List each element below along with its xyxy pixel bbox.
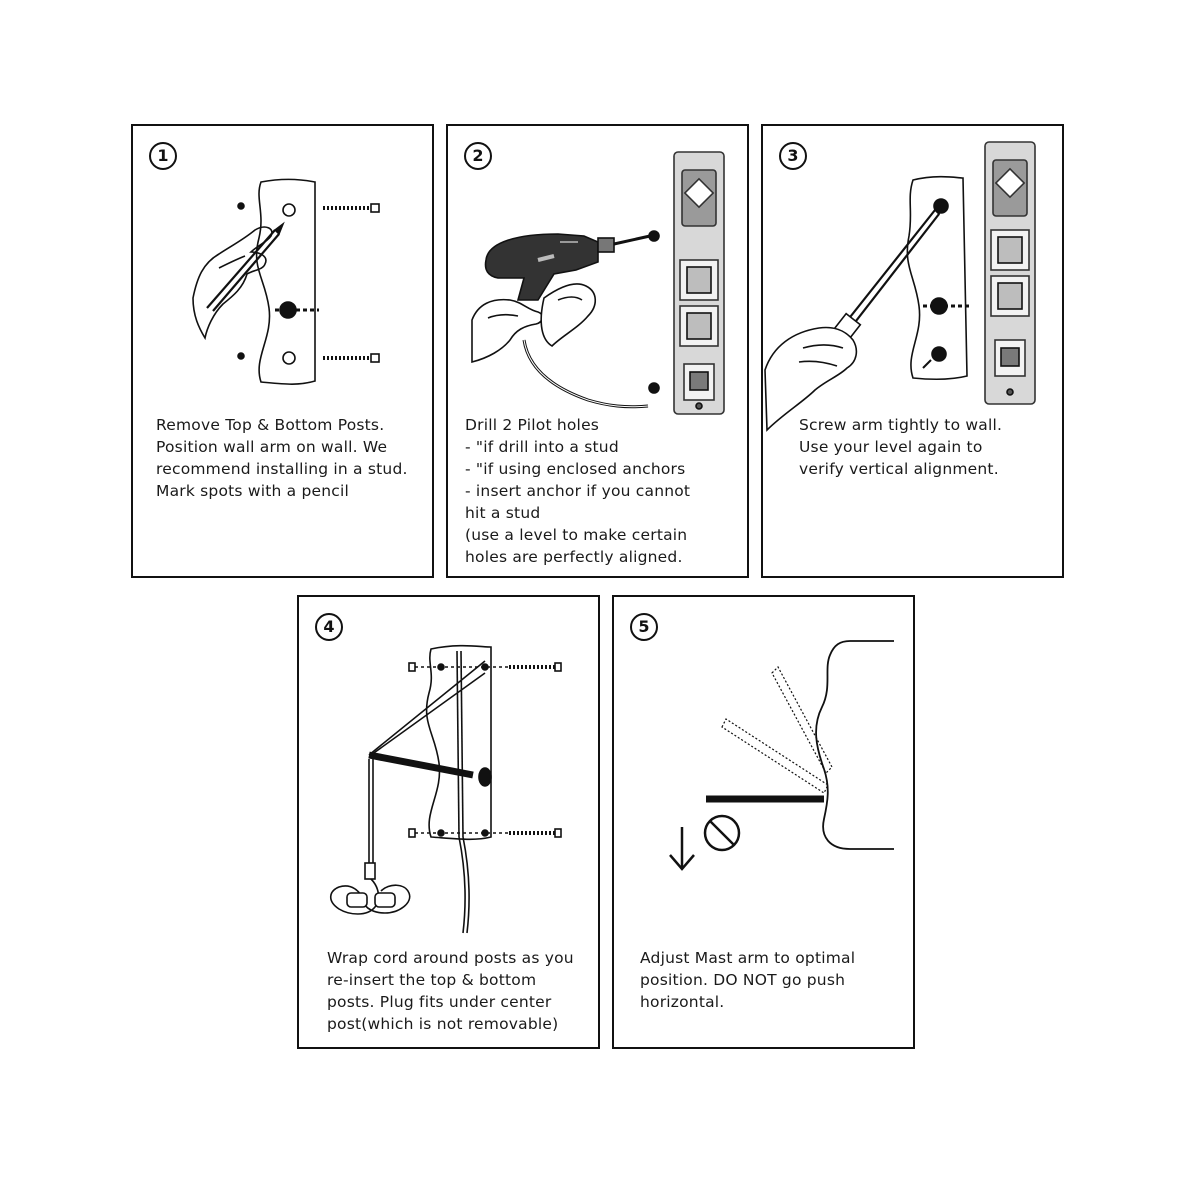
step-4-illustration	[319, 637, 579, 947]
down-arrow-icon	[670, 827, 694, 869]
step-1-instructions	[156, 414, 408, 502]
instruction-line: re-insert the top & bottom	[327, 971, 537, 989]
instruction-line: Adjust Mast arm to optimal	[640, 949, 856, 967]
instruction-line: posts. Plug fits under center	[327, 993, 552, 1011]
pilot-hole-icon	[649, 383, 659, 393]
instruction-line: Wrap cord around posts as you	[327, 949, 574, 967]
instruction-line: post(which is not removable)	[327, 1015, 559, 1033]
step-3-number: 3	[779, 142, 807, 170]
step-4-instructions	[327, 947, 574, 1035]
step-2-panel	[446, 124, 749, 578]
instruction-line: Mark spots with a pencil	[156, 482, 349, 500]
instruction-line: - "if using enclosed anchors	[465, 460, 686, 478]
step-2-illustration	[458, 150, 746, 420]
center-post-icon	[479, 768, 491, 786]
plug-icon	[331, 863, 410, 914]
instruction-line: Remove Top & Bottom Posts.	[156, 416, 385, 434]
instruction-line: verify vertical alignment.	[799, 460, 999, 478]
post-screw-icon	[509, 829, 561, 837]
level-tool-icon	[674, 152, 724, 414]
step-5-instructions	[640, 947, 855, 1013]
instruction-line: Use your level again to	[799, 438, 983, 456]
instruction-line: Screw arm tightly to wall.	[799, 416, 1003, 434]
post-screw-icon	[509, 663, 561, 671]
hand-icon	[541, 284, 595, 346]
step-1-number: 1	[149, 142, 177, 170]
prohibited-icon	[705, 816, 739, 850]
instruction-line: holes are perfectly aligned.	[465, 548, 683, 566]
instruction-line: Position wall arm on wall. We	[156, 438, 388, 456]
step-2-instructions	[465, 414, 690, 568]
wall-arm-bracket-icon	[816, 641, 894, 849]
step-3-illustration	[763, 140, 1063, 440]
step-3-panel	[761, 124, 1064, 578]
step-5-panel	[612, 595, 915, 1049]
step-1-panel	[131, 124, 434, 578]
pilot-hole-icon	[649, 231, 659, 241]
step-5-number: 5	[630, 613, 658, 641]
instruction-line: Drill 2 Pilot holes	[465, 416, 600, 434]
instruction-line: hit a stud	[465, 504, 541, 522]
instruction-line: - "if drill into a stud	[465, 438, 619, 456]
instruction-line: (use a level to make certain	[465, 526, 688, 544]
step-4-panel	[297, 595, 600, 1049]
instruction-line: recommend installing in a stud.	[156, 460, 408, 478]
level-tool-icon	[985, 142, 1035, 404]
instruction-line: horizontal.	[640, 993, 725, 1011]
post-screw-icon	[323, 204, 379, 212]
post-screw-icon	[323, 354, 379, 362]
step-1-illustration	[183, 168, 393, 398]
step-4-number: 4	[315, 613, 343, 641]
step-3-instructions	[799, 414, 1002, 480]
hand-icon	[472, 300, 542, 362]
step-5-illustration	[654, 627, 894, 887]
hand-icon	[193, 227, 272, 338]
step-2-number: 2	[464, 142, 492, 170]
instruction-line: position. DO NOT go push	[640, 971, 846, 989]
instruction-line: - insert anchor if you cannot	[465, 482, 691, 500]
